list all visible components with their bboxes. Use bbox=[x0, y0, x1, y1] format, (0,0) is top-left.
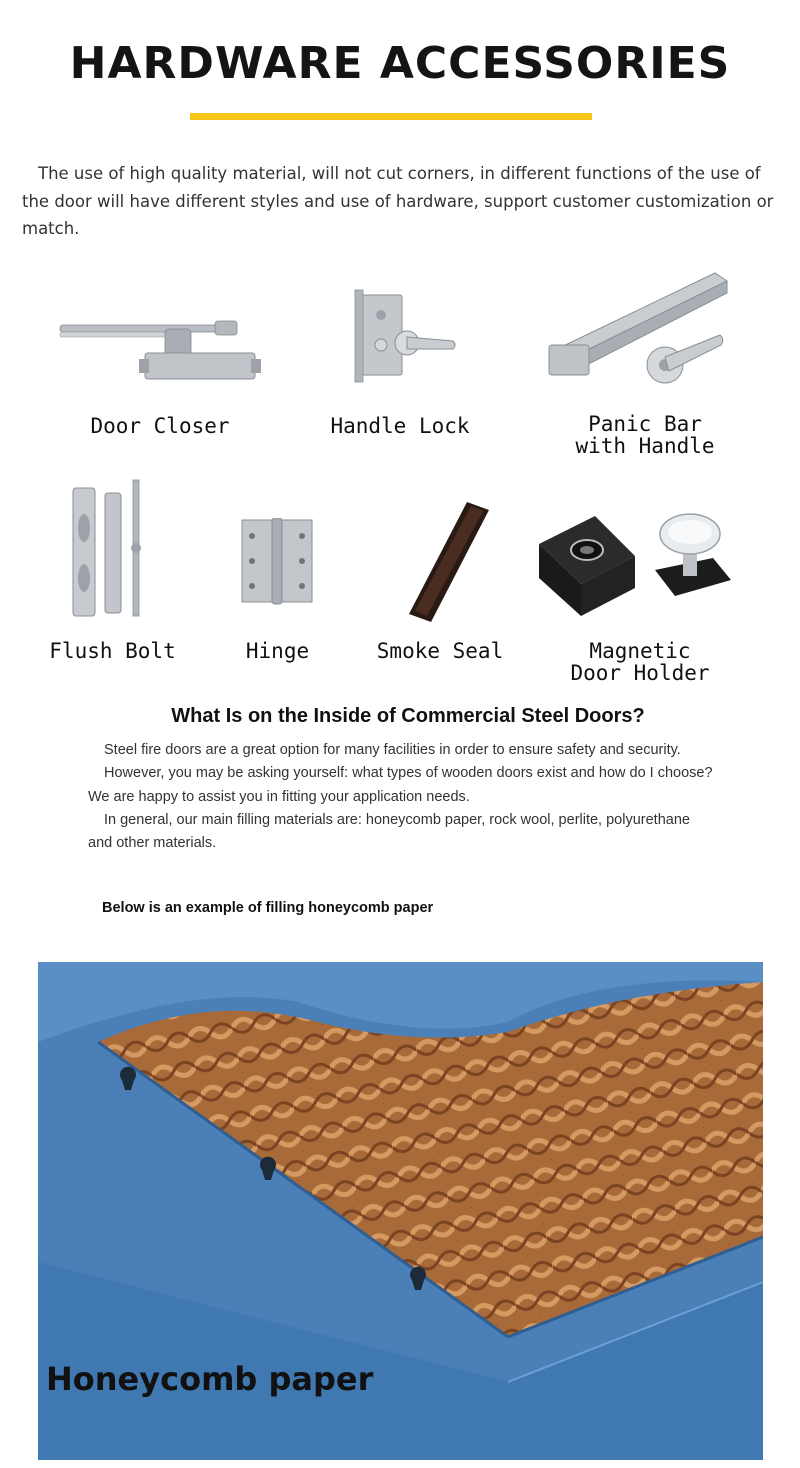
product-door-closer bbox=[40, 315, 280, 445]
product-label: Smoke Seal bbox=[376, 639, 504, 663]
paragraph: However, you may be asking yourself: what types of wooden doors exist and how do I choose? We are happy to assist you in fitting your application needs. bbox=[88, 765, 713, 805]
paragraph: Steel fire doors are a great option for many facilities in order to ensure safety and security. bbox=[104, 742, 681, 758]
product-label: Flush Bolt bbox=[49, 639, 176, 663]
paragraph: In general, our main filling materials are: honeycomb paper, rock wool, perlite, polyurethane bbox=[104, 811, 690, 828]
paragraph: and other materials. bbox=[88, 835, 217, 852]
inside-body bbox=[88, 739, 738, 855]
section-heading: What Is on the Inside of Commercial Steel Doors? bbox=[171, 705, 645, 727]
page-title: HARDWARE ACCESSORIES bbox=[69, 38, 731, 89]
product-panic-bar bbox=[520, 265, 770, 465]
product-label: Panic Bar with Handle bbox=[575, 412, 715, 458]
product-magnetic-door-holder bbox=[525, 500, 755, 690]
magnetic-door-holder-icon bbox=[535, 510, 745, 620]
product-label: Handle Lock bbox=[330, 414, 470, 438]
title-underline bbox=[190, 113, 592, 120]
product-label: Door Closer bbox=[90, 414, 230, 438]
product-hinge bbox=[210, 478, 345, 668]
flush-bolt-icon bbox=[65, 478, 175, 618]
product-smoke-seal bbox=[360, 478, 520, 668]
panic-bar-icon bbox=[545, 265, 745, 395]
honeycomb-label: Honeycomb paper bbox=[46, 1360, 374, 1398]
product-label: Hinge bbox=[245, 639, 310, 663]
intro-text: The use of high quality material, will not cut corners, in different functions of the use of the door will have different styles and use of hardware, support customer customization or match. bbox=[22, 164, 774, 238]
smoke-seal-icon bbox=[405, 498, 495, 628]
door-closer-icon bbox=[55, 315, 285, 390]
hinge-icon bbox=[238, 518, 318, 608]
example-caption: Below is an example of filling honeycomb paper bbox=[102, 900, 434, 916]
product-handle-lock bbox=[280, 285, 520, 445]
handle-lock-icon bbox=[345, 285, 465, 385]
product-label: Magnetic Door Holder bbox=[570, 639, 710, 685]
product-flush-bolt bbox=[30, 478, 195, 668]
